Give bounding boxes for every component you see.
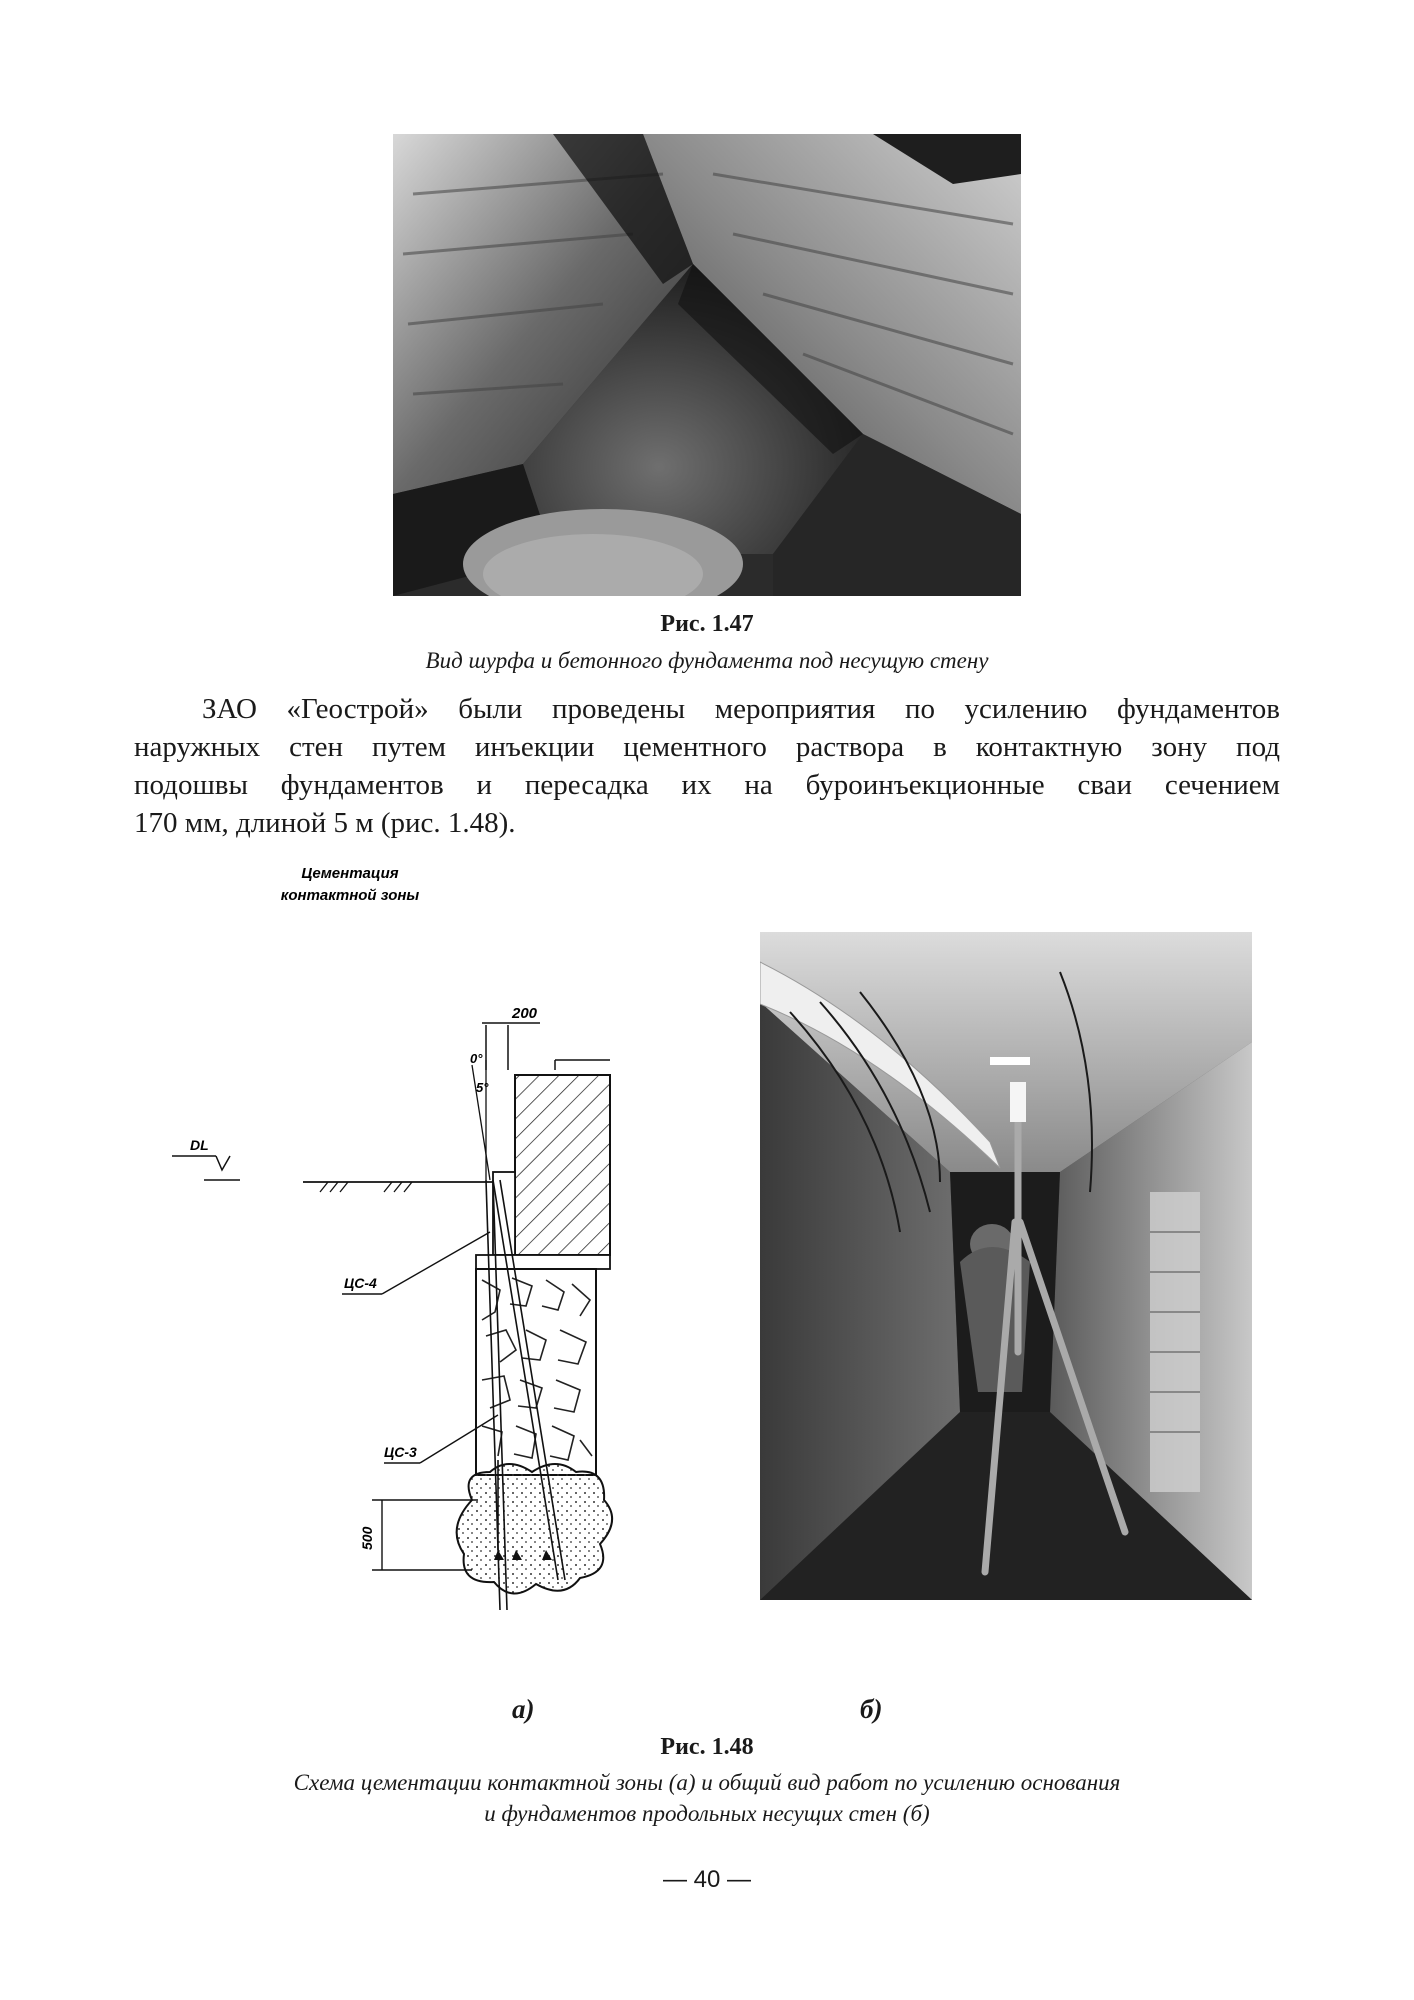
paragraph-line: 170 мм, длиной 5 м (рис. 1.48).: [134, 807, 516, 839]
angle-0-label: 0°: [470, 1051, 483, 1066]
angle-5-label: 5°: [476, 1080, 489, 1095]
corridor-photo: [760, 932, 1252, 1600]
body-paragraph: [134, 690, 1280, 842]
paragraph-line: ЗАО «Геострой» были проведены мероприятия по усилению фундаментов: [202, 693, 1280, 725]
paragraph-line: подошвы фундаментов и пересадка их на буроинъекционные сваи сечением: [134, 769, 1280, 801]
sublabel-b: б): [860, 1694, 883, 1724]
figure-1-47-title: Рис. 1.47: [660, 611, 754, 637]
cs4-label: ЦС-4: [344, 1275, 377, 1291]
figure-1-48-title: Рис. 1.48: [660, 1734, 754, 1760]
diagram-heading-2: контактной зоны: [280, 887, 420, 904]
dim-500-label: 500: [359, 1526, 375, 1550]
paragraph-line: наружных стен путем инъекции цементного раствора в контактную зону под: [134, 731, 1280, 763]
dl-label: DL: [190, 1137, 209, 1153]
diagram-heading-1: Цементация: [301, 865, 399, 882]
figure-1-48-caption-line1: Схема цементации контактной зоны (а) и общий вид работ по усилению основания: [293, 1770, 1121, 1795]
page-number: — 40 —: [662, 1866, 752, 1893]
dim-200-label: 200: [512, 1005, 538, 1022]
pit-photo: [393, 134, 1021, 596]
figure-1-47-caption: Вид шурфа и бетонного фундамента под несущую стену: [425, 648, 989, 673]
cementation-diagram: [160, 860, 660, 1660]
cs3-label: ЦС-3: [384, 1444, 417, 1460]
sublabel-a: а): [512, 1694, 535, 1724]
figure-1-48-caption-line2: и фундаментов продольных несущих стен (б): [484, 1801, 930, 1826]
